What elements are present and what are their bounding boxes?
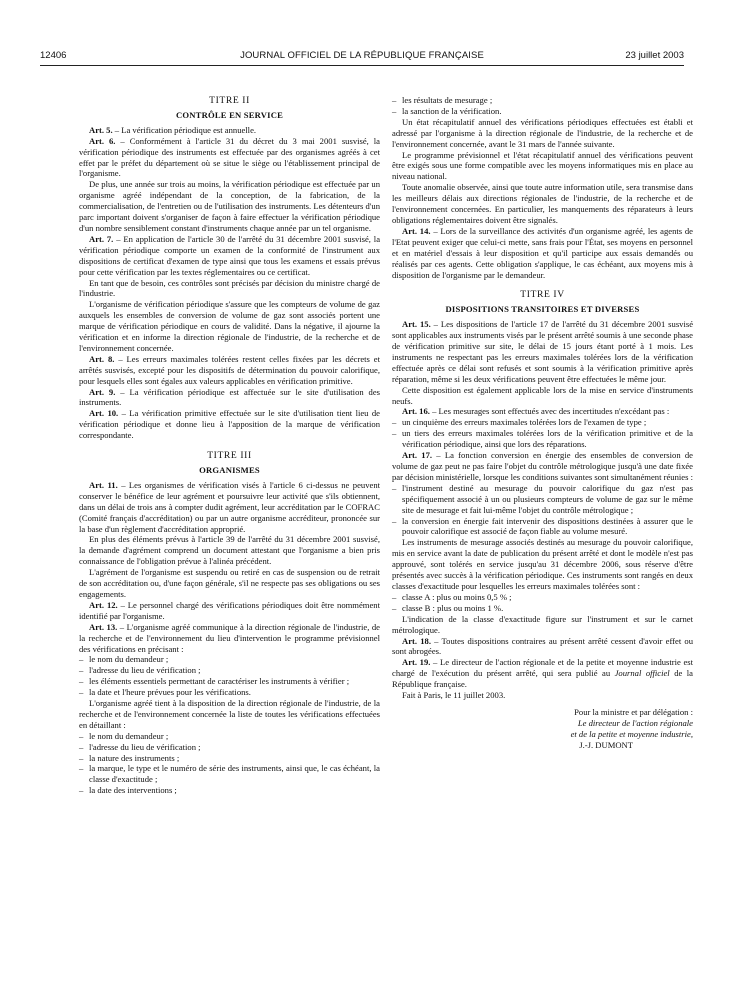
signature-delegation: Pour la ministre et par délégation : [574,706,693,717]
left-column [79,96,380,796]
article-7-para-3: L'organisme de vérification périodique s'assure que les compteurs de volume de gaz auxquels les ensembles de conversion de volume de gaz sont associés portent une marque de vérification périodique en cours de validité. Dans la négative, il ajourne la vérification et en informe la direction régionale de l'industrie, de la recherche et de l'environnement concernée. [79,299,380,353]
article-11-para-2: En plus des éléments prévus à l'article 39 de l'arrêté du 31 décembre 2001 susvisé, la demande d'agrément comprend un document attestant que l'organisme a bien pris connaissance de l'obligation prévue à l'alinéa précédent. [79,534,380,567]
list-item: – un cinquième des erreurs maximales tolérées lors de l'examen de type ; [392,417,693,428]
paragraph-etat-recapitulatif: Un état récapitulatif annuel des vérifications périodiques effectuées est établi et adressé par l'organisme à la direction régionale de l'industrie, de la recherche et de l'environnement concernée, avant le 31 mars de l'année suivante. [392,116,693,149]
list-item: – l'instrument destiné au mesurage du pouvoir calorifique du gaz n'est pas spécifiquement associé à un ou plusieurs compteurs de volume de gaz sur le même site de mesurage et fait lui-même l'objet du contrôle métrologique ; [392,483,693,516]
paragraph-programme: Le programme prévisionnel et l'état récapitulatif annuel des vérifications peuvent être exigés sous une forme compatible avec les moyens informatiques mis en place au niveau national. [392,149,693,182]
paragraph-anomalie: Toute anomalie observée, ainsi que toute autre information utile, sera transmise dans les meilleurs délais aux directions régionales de l'industrie, de la recherche et de l'environnement concernées. En particulier, les manquements des réparateurs à leurs obligations réglementaires doivent être signalés. [392,182,693,225]
journal-title: JOURNAL OFFICIEL DE LA RÉPUBLIQUE FRANÇAISE [240,50,484,61]
list-item: – la marque, le type et le numéro de série des instruments, ainsi que, le cas échéant, la classe d'exactitude ; [79,763,380,785]
article-11-para-3: L'agrément de l'organisme est suspendu ou retiré en cas de suspension ou de retrait de son accréditation ou, d'une façon générale, s'il ne respecte pas ses obligations ou ses engagements. [79,567,380,599]
list-item: – le nom du demandeur ; [79,731,380,742]
titre-4-heading: TITRE IV [520,289,565,301]
titre-2-heading: TITRE II [209,95,250,106]
list-item: – la conversion en énergie fait intervenir des dispositions destinées à assurer que le pouvoir calorifique est associé de façon fiable au volume mesuré. [392,516,693,538]
article-8: Art. 8. – Les erreurs maximales tolérées restent celles fixées par les décrets et arrêtés susvisés, excepté pour les dispositifs de détermination du pouvoir calorifique, pour lesquels elles sont égales aux valeurs applicables en vérification primitive. [79,353,381,386]
titre-3-subheading: ORGANISMES [199,465,260,475]
article-15: Art. 15. – Les dispositions de l'article 17 de l'arrêté du 31 décembre 2001 susvisé sont applicables aux instruments visés par le présent arrêté soumis à une seconde phase de vérification primitive sur site, le délai de 15 jours étant porté à 1 mois. Les instruments ne respectant pas les erreurs maximales tolérées lors de la vérification effectuée après ce délai sont refusés et sont soumis à la vérification primitive après réparation, même si les deux vérifications peuvent être effectuées le même jour. [392,319,694,384]
article-17-para-2: Les instruments de mesurage associés destinés au mesurage du pouvoir calorifique, mis en service avant la date de publication du présent arrêté et dont le modèle n'est pas approuvé, sont tolérés en service jusqu'au 31 décembre 2006, sous réserve d'être présentés avec succès à la vérification périodique. Ces instruments sont rangés en deux classes d'exactitude pour lesquelles les erreurs maximales tolérées sont : [392,537,693,591]
list-item: – les résultats de mesurage ; [392,95,693,106]
page-header [40,50,684,64]
titre-3-heading: TITRE III [207,450,252,462]
list-item: – classe B : plus ou moins 1 %. [392,603,693,614]
article-9: Art. 9. – La vérification périodique est affectuée sur le site d'utilisation des instruments. [79,386,381,408]
article-6: Art. 6. – Conformément à l'article 31 du décret du 3 mai 2001 susvisé, la vérification périodique des instruments est effectuée par des organismes agréés à cet effet par le préfet du département où se situe le siège ou l'établissement principal de l'organisme. [79,135,380,179]
list-item: – la date et l'heure prévues pour les vérifications. [79,687,380,698]
titre-2-subheading: CONTRÔLE EN SERVICE [175,109,284,120]
article-16-list [392,417,693,450]
article-12: Art. 12. – Le personnel chargé des vérifications périodiques doit être nommément identifié par l'organisme. [79,599,380,621]
article-13-list-2 [79,731,380,796]
list-item: – la sanction de la vérification. [392,106,693,117]
titre-4-subheading: DISPOSITIONS TRANSITOIRES ET DIVERSES [445,304,640,315]
article-16: Art. 16. – Les mesurages sont effectués avec des incertitudes n'excédant pas : [402,406,670,417]
right-column [392,95,693,751]
article-17: Art. 17. – La fonction conversion en énergie des ensembles de conversion de volume de gaz peut ne pas faire l'objet du contrôle métrologique jusqu'à une date fixée par décision ministérielle, lorsque les conditions suivantes sont simultanément réunies : [392,450,693,482]
article-7: Art. 7. – En application de l'article 30 de l'arrêté du 31 décembre 2001 susvisé, la vérification périodique comporte un examen de la conformité de l'instrument aux dispositions de certificat d'examen de type ainsi que tous les examens et essais prévus pour cette vérification par les textes réglementaires ou ce certificat. [79,233,381,277]
article-13-list [79,654,380,698]
list-item: – les éléments essentiels permettant de caractériser les instruments à vérifier ; [79,676,380,687]
article-10: Art. 10. – La vérification primitive effectuée sur le site d'utilisation tient lieu de vérification périodique et donne lieu à l'apposition de la marque de vérification correspondante. [79,408,380,441]
article-13-para-2: L'organisme agréé tient à la disposition de la direction régionale de l'industrie, de la recherche et de l'environnement concernée la liste de toutes les vérifications effectuées en détaillant : [79,698,380,730]
article-18: Art. 18. – Toutes dispositions contraires au présent arrêté cessent d'avoir effet ou sont abrogées. [392,635,694,657]
signing-date: Fait à Paris, le 11 juillet 2003. [402,690,506,701]
list-item: – la date des interventions ; [79,785,380,796]
article-13: Art. 13. – L'organisme agréé communique à la direction régionale de l'industrie, de la recherche et de l'environnement du lieu d'intervention le programme prévisionnel des vérifications en précisant : [79,621,380,654]
signature-title-1: Le directeur de l'action régionale [577,717,693,728]
header-rule [40,65,684,66]
list-item: – le nom du demandeur ; [79,654,380,665]
article-6-para-2: De plus, une année sur trois au moins, la vérification périodique est effectuée par un organisme agréé indépendant de la conception, de la fabrication, de la commercialisation, de l'entretien ou de l'utilisation des instruments. Les détenteurs d'un parc important doivent s'organiser de façon à faire effectuer la vérification périodique d'un nombre sensiblement constant d'instruments chaque année par un tel organisme. [79,179,380,233]
signature-title-2: et de la petite et moyenne industrie, [570,728,693,739]
article-15-para-2: Cette disposition est également applicable lors de la mise en service d'instruments neufs. [392,384,693,406]
list-item: – l'adresse du lieu de vérification ; [79,665,380,676]
article-13-list-continued [392,95,693,117]
list-item: – classe A : plus ou moins 0,5 % ; [392,592,693,603]
list-item: – un tiers des erreurs maximales tolérées lors de la vérification primitive et de la vérification périodique, ainsi que lors des réparations. [392,428,693,450]
article-11: Art. 11. – Les organismes de vérification visés à l'article 6 ci-dessus ne peuvent conserver le bénéfice de leur agrément et poursuivre leur activité que s'ils obtiennent, dans un délai de trois ans à compter dudit agrément, leur accréditation par le COFRAC (Comité français d'accréditation) ou par un autre organisme accréditeur, prononcée sur la base d'un règlement d'accréditation approprié. [79,479,380,534]
publication-date: 23 juillet 2003 [625,50,684,61]
page-number: 12406 [40,50,67,61]
article-19: Art. 19. – Le directeur de l'action régionale et de la petite et moyenne industrie est chargé de l'exécution du présent arrêté, qui sera publié au Journal officiel de la République française. [392,657,694,690]
article-17-list [392,483,693,538]
list-item: – la nature des instruments ; [79,753,380,764]
article-7-para-2: En tant que de besoin, ces contrôles sont précisés par décision du ministre chargé de l'industrie. [79,277,380,299]
article-17-list-2 [392,592,693,614]
list-item: – l'adresse du lieu de vérification ; [79,742,380,753]
signatory-name: J.-J. DUMONT [579,739,633,750]
article-5: Art. 5. – La vérification périodique est annuelle. [89,124,257,135]
article-14: Art. 14. – Lors de la surveillance des activités d'un organisme agréé, les agents de l'Etat peuvent exiger que celui-ci mette, sans frais pour l'État, ses moyens en personnel et en matériel d'essais à leur disposition et qu'il participe aux essais demandés ou réalisés par ces agents. Cette obligation s'applique, le cas échéant, aux moyens mis à disposition de l'organisme par le demandeur. [392,225,693,280]
article-17-para-3: L'indication de la classe d'exactitude figure sur l'instrument et sur le carnet métrologique. [392,613,693,635]
